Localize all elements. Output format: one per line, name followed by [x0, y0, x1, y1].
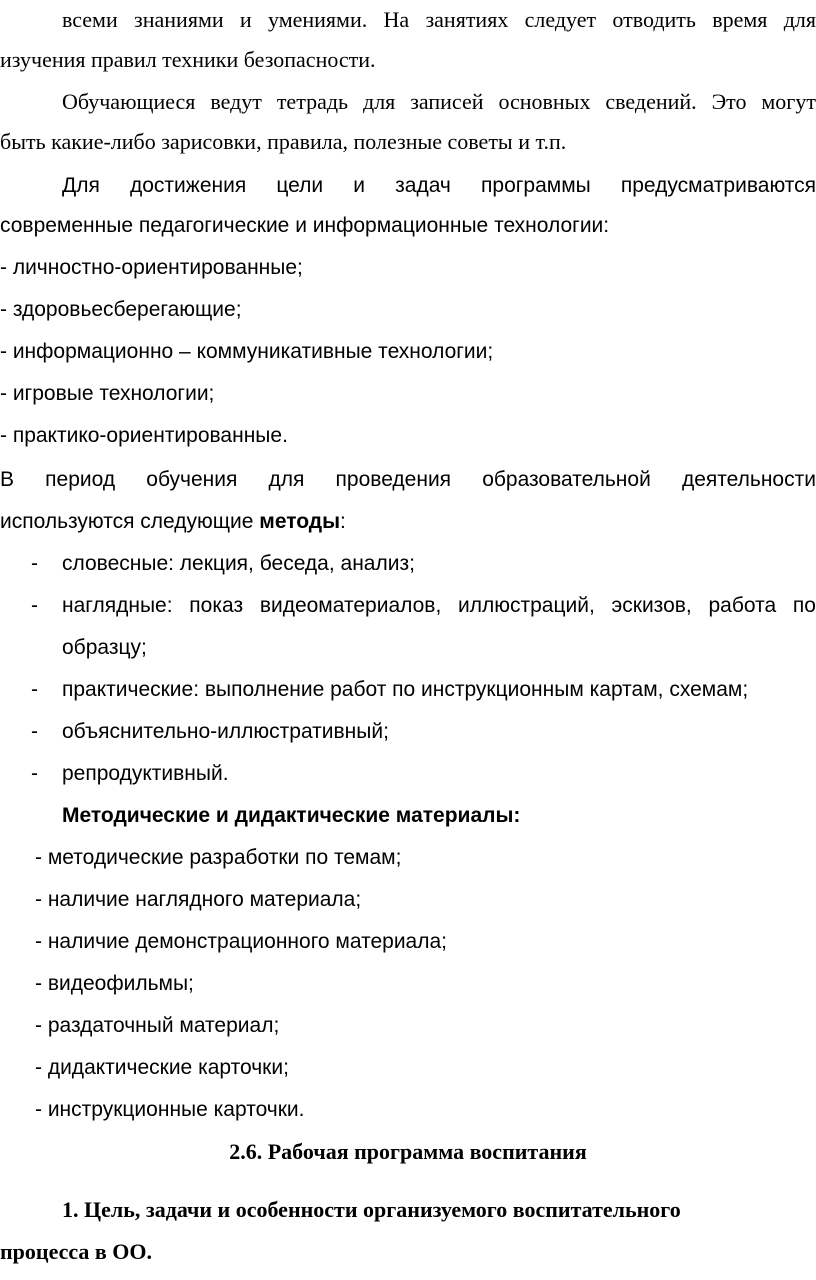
word: время: [712, 7, 768, 32]
word: отводить: [612, 7, 696, 32]
word: проведения: [335, 468, 452, 491]
word: обучения: [146, 468, 238, 491]
word: программы: [481, 174, 591, 197]
word: занятиях: [425, 7, 509, 32]
colon: :: [340, 510, 346, 533]
word: работа: [708, 594, 777, 617]
word: Обучающиеся: [62, 89, 196, 114]
word: ведут: [210, 89, 262, 114]
word: задач: [395, 174, 451, 197]
paragraph-4-line-1: [0, 466, 816, 494]
word: цели: [276, 174, 324, 197]
technology-item: - практико-ориентированные.: [0, 424, 288, 447]
paragraph-1-line-2: изучения правил техники безопасности.: [0, 47, 376, 72]
word: умениями.: [267, 7, 368, 32]
materials-heading: Методические и дидактические материалы:: [62, 804, 521, 827]
word: знаниями: [134, 7, 224, 32]
word: для: [268, 468, 305, 491]
section-title: 2.6. Рабочая программа воспитания: [229, 1139, 587, 1164]
paragraph-4-text: используются следующие: [0, 510, 260, 533]
materials-item: - дидактические карточки;: [35, 1056, 289, 1079]
bullet-dash: -: [31, 678, 38, 701]
materials-item: - инструкционные карточки.: [35, 1098, 305, 1121]
word: тетрадь: [276, 89, 349, 114]
technology-item: - личностно-ориентированные;: [0, 256, 303, 279]
method-text: репродуктивный.: [62, 762, 229, 785]
word: всеми: [62, 7, 118, 32]
word: эскизов,: [611, 594, 692, 617]
word: по: [792, 594, 816, 617]
word: основных: [498, 89, 591, 114]
word: могут: [761, 89, 816, 114]
technology-item: - информационно – коммуникативные технологии;: [0, 340, 494, 363]
materials-item: - видеофильмы;: [35, 972, 194, 995]
word: показ: [189, 594, 244, 617]
paragraph-1-line-1: [62, 6, 816, 34]
word: видеоматериалов,: [259, 594, 442, 617]
materials-item: - наличие демонстрационного материала;: [35, 930, 447, 953]
method-text: [62, 592, 816, 620]
paragraph-2-line-2: быть какие-либо зарисовки, правила, полезные советы и т.п.: [0, 129, 567, 154]
word: деятельности: [681, 468, 816, 491]
paragraph-3-line-2: современные педагогические и информационные технологии:: [0, 214, 610, 237]
methods-keyword: методы: [259, 510, 341, 533]
paragraph-3-line-1: [62, 172, 816, 200]
word: Это: [711, 89, 747, 114]
word: и: [353, 174, 365, 197]
materials-item: - раздаточный материал;: [35, 1014, 280, 1037]
subsection-title-line-1: 1. Цель, задачи и особенности организуемого воспитательного: [62, 1197, 681, 1222]
word: записей: [410, 89, 484, 114]
word: иллюстраций,: [458, 594, 595, 617]
materials-item: - методические разработки по темам;: [35, 846, 402, 869]
method-text: объяснительно-иллюстративный;: [62, 720, 389, 743]
method-text: словесные: лекция, беседа, анализ;: [62, 552, 415, 575]
word: наглядные:: [62, 594, 173, 617]
technology-item: - игровые технологии;: [0, 382, 215, 405]
paragraph-2-line-1: [62, 88, 816, 116]
method-item-continuation: образцу;: [62, 636, 147, 659]
word: следует: [524, 7, 597, 32]
method-text: практические: выполнение работ по инструкционным картам, схемам;: [62, 678, 749, 701]
materials-item: - наличие наглядного материала;: [35, 888, 362, 911]
bullet-dash: -: [31, 762, 38, 785]
word: На: [383, 7, 410, 32]
word: предусматриваются: [620, 174, 816, 197]
bullet-dash: -: [31, 552, 38, 575]
word: Для: [62, 174, 100, 197]
bullet-dash: -: [31, 720, 38, 743]
paragraph-4-line-2: [0, 508, 346, 536]
word: для: [783, 7, 816, 32]
word: сведений.: [605, 89, 697, 114]
bullet-dash: -: [31, 594, 38, 617]
word: В: [0, 468, 15, 491]
word: достижения: [130, 174, 247, 197]
technology-item: - здоровьесберегающие;: [0, 298, 242, 321]
word: период: [45, 468, 116, 491]
word: и: [239, 7, 252, 32]
word: образовательной: [482, 468, 651, 491]
word: для: [363, 89, 396, 114]
subsection-title-line-2: процесса в ОО.: [0, 1239, 153, 1264]
